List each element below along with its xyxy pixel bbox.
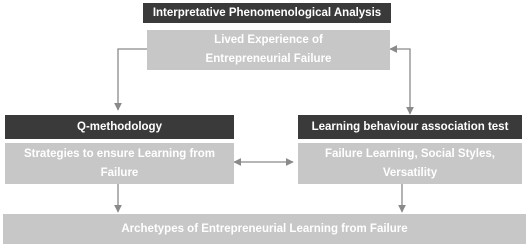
arrow-lived-to-qmethod (118, 49, 147, 110)
ipa-title-box (143, 3, 391, 23)
ipa-title-label: Interpretative Phenomenological Analysis (152, 6, 382, 19)
strategies-label: Strategies to ensure Learning from Failure (23, 147, 216, 179)
q-methodology-label: Q-methodology (77, 120, 162, 133)
archetypes-box (3, 214, 526, 244)
learning-test-label: Learning behaviour association test (311, 120, 509, 133)
arrow-lived-learningtest (390, 49, 410, 114)
strategies-box (5, 143, 234, 184)
archetypes-label: Archetypes of Entrepreneurial Learning from Failure (121, 222, 408, 235)
learning-test-box (298, 115, 522, 139)
failure-learning-box (298, 143, 522, 184)
failure-learning-label: Failure Learning, Social Styles, Versatility (324, 147, 495, 179)
lived-experience-box (147, 30, 390, 70)
lived-experience-label: Lived Experience of Entrepreneurial Failure (205, 34, 332, 65)
q-methodology-box (5, 115, 234, 139)
